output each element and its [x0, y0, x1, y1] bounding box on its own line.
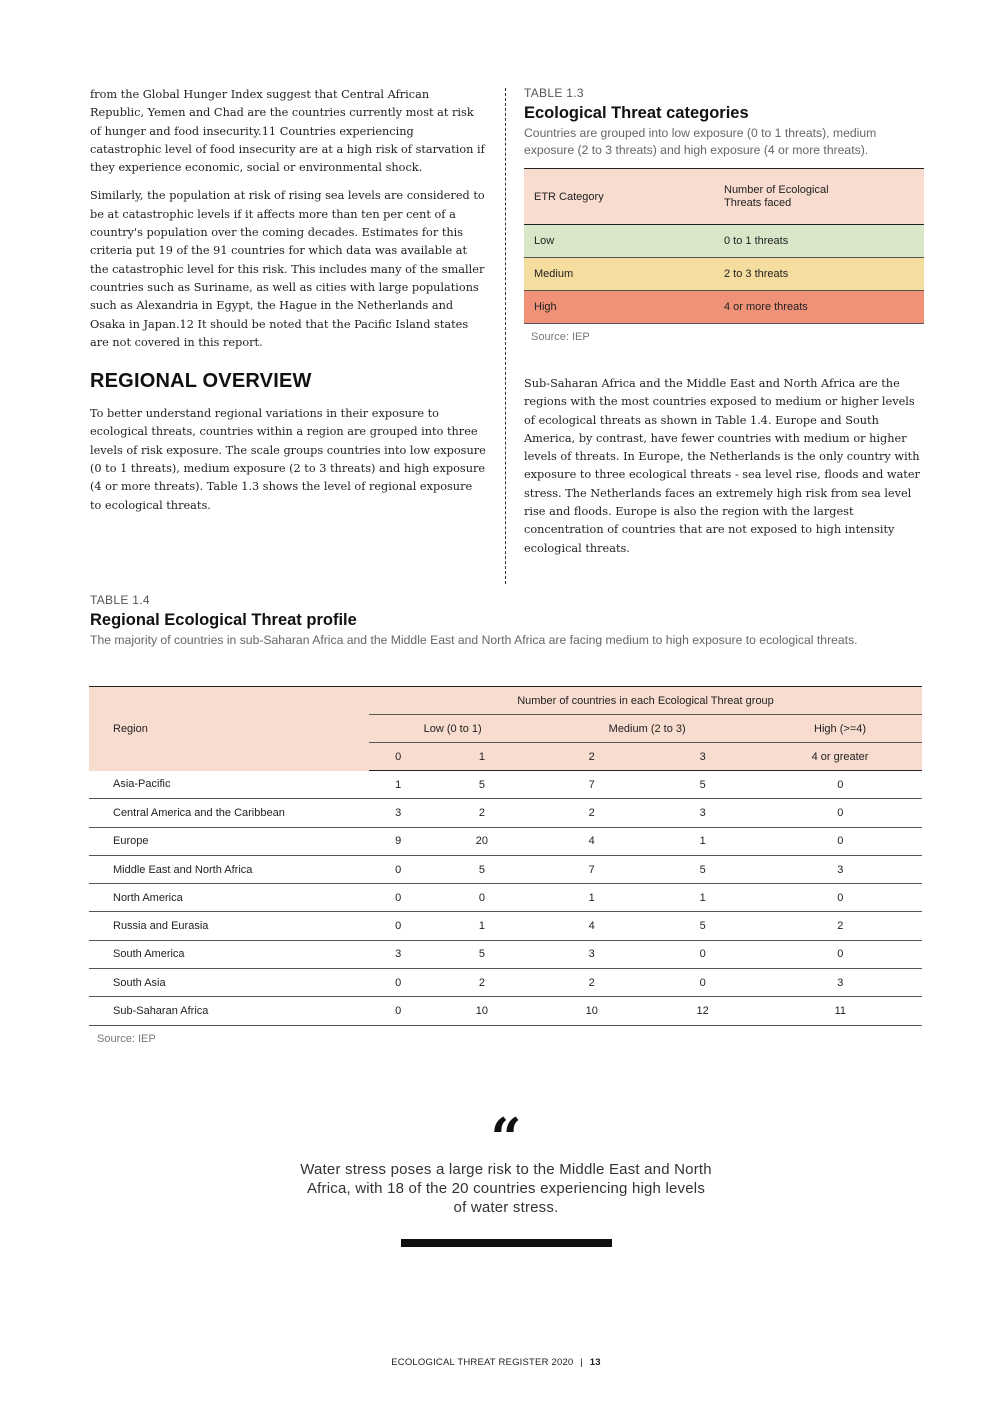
value-cell: 3	[647, 799, 758, 827]
right-column	[524, 86, 924, 558]
value-cell: 20	[427, 827, 536, 855]
column-header: 1	[427, 743, 536, 771]
region-cell: North America	[89, 884, 369, 912]
table-row	[524, 291, 924, 324]
table-row	[89, 771, 922, 799]
etr-category-table	[524, 168, 924, 324]
value-cell: 5	[427, 771, 536, 799]
quote-text: Water stress poses a large risk to the Middle East and North Africa, with 18 of the 20 countries experiencing high levels of water stress.	[300, 1161, 712, 1216]
value-cell: 0	[369, 884, 427, 912]
value-cell: 7	[536, 771, 647, 799]
value-cell: 1	[647, 884, 758, 912]
body-paragraph: Similarly, the population at risk of rising sea levels are considered to be at catastrophic levels if it affects more than ten per cent of a country's population over the coming decades. Estimates for this criteria put 19 of the 91 countries for which data was available at the catastrophic level for this risk. This includes many of the smaller countries such as Suriname, as well as cities with large populations such as Alexandria in Egypt, the Hague in the Netherlands and Osaka in Japan.12 It should be noted that the Pacific Island states are not covered in this report.	[90, 189, 485, 349]
value-cell: 0	[369, 997, 427, 1025]
table-row	[89, 912, 922, 940]
column-header: 0	[369, 743, 427, 771]
value-cell: 3	[369, 799, 427, 827]
header-cell: Number of Ecological Threats faced	[714, 169, 924, 225]
value-cell: 3	[536, 940, 647, 968]
region-cell: Asia-Pacific	[89, 771, 369, 799]
table-row	[89, 827, 922, 855]
page-number: 13	[589, 1357, 601, 1368]
table-cell: 4 or more threats	[714, 291, 924, 324]
column-header: 3	[647, 743, 758, 771]
value-cell: 0	[369, 912, 427, 940]
section-heading: REGIONAL OVERVIEW	[90, 370, 312, 393]
value-cell: 0	[647, 969, 758, 997]
value-cell: 1	[647, 827, 758, 855]
quote-mark-icon: “	[490, 1106, 522, 1170]
value-cell: 11	[758, 997, 922, 1025]
column-header: 2	[536, 743, 647, 771]
value-cell: 12	[647, 997, 758, 1025]
value-cell: 0	[369, 855, 427, 883]
region-cell: Europe	[89, 827, 369, 855]
table-cell: Low	[524, 225, 714, 258]
region-cell: Sub-Saharan Africa	[89, 997, 369, 1025]
table-row	[89, 884, 922, 912]
value-cell: 2	[536, 969, 647, 997]
table-cell: High	[524, 291, 714, 324]
value-cell: 1	[369, 771, 427, 799]
value-cell: 0	[758, 799, 922, 827]
region-cell: Russia and Eurasia	[89, 912, 369, 940]
value-cell: 5	[647, 855, 758, 883]
value-cell: 0	[758, 827, 922, 855]
value-cell: 10	[427, 997, 536, 1025]
value-cell: 2	[536, 799, 647, 827]
table-source: Source: IEP	[97, 1033, 156, 1045]
page-footer	[0, 1357, 992, 1368]
footer-title: ECOLOGICAL THREAT REGISTER 2020	[391, 1357, 574, 1368]
value-cell: 4	[536, 827, 647, 855]
value-cell: 0	[758, 884, 922, 912]
value-cell: 3	[758, 855, 922, 883]
table-source: Source: IEP	[531, 331, 590, 343]
region-cell: Central America and the Caribbean	[89, 799, 369, 827]
region-cell: South America	[89, 940, 369, 968]
value-cell: 5	[427, 855, 536, 883]
value-cell: 3	[369, 940, 427, 968]
column-divider	[505, 88, 506, 584]
table-row	[89, 940, 922, 968]
value-cell: 5	[427, 940, 536, 968]
value-cell: 0	[758, 771, 922, 799]
table-cell: 2 to 3 threats	[714, 258, 924, 291]
value-cell: 4	[536, 912, 647, 940]
region-header: Region	[89, 687, 369, 771]
group-low-header: Low (0 to 1)	[369, 715, 536, 743]
table-title: Regional Ecological Threat profile	[90, 611, 357, 629]
value-cell: 10	[536, 997, 647, 1025]
table-title: Ecological Threat categories	[524, 104, 749, 122]
regional-threat-table	[89, 686, 922, 1026]
value-cell: 9	[369, 827, 427, 855]
value-cell: 1	[427, 912, 536, 940]
table-subtitle: Countries are grouped into low exposure (0 to 1 threats), medium exposure (2 to 3 threats) and high exposure (4 or more threats).	[524, 126, 877, 157]
value-cell: 3	[758, 969, 922, 997]
pull-quote	[300, 1106, 712, 1247]
footer-separator: |	[580, 1357, 583, 1368]
table-row	[89, 855, 922, 883]
table-label: TABLE 1.3	[524, 86, 584, 100]
body-paragraph: from the Global Hunger Index suggest that Central African Republic, Yemen and Chad are the countries currently most at risk of hunger and food insecurity.11 Countries experiencing catastrophic level of food insecurity are at a high risk of starvation if they experience economic, social or environmental shock.	[90, 88, 485, 175]
body-paragraph: To better understand regional variations in their exposure to ecological threats, countries within a region are grouped into three levels of risk exposure. The scale groups countries into low exposure (0 to 1 threats), medium exposure (2 to 3 threats) and high exposure (4 or more threats). Table 1.3 shows the level of regional exposure to ecological threats.	[90, 407, 486, 512]
table-subtitle: The majority of countries in sub-Saharan Africa and the Middle East and North Africa are facing medium to high exposure to ecological threats.	[90, 633, 858, 647]
table-row	[89, 997, 922, 1025]
table-cell: Medium	[524, 258, 714, 291]
value-cell: 0	[758, 940, 922, 968]
left-column	[90, 86, 486, 525]
table-row	[89, 969, 922, 997]
region-cell: South Asia	[89, 969, 369, 997]
value-cell: 2	[427, 799, 536, 827]
table-label: TABLE 1.4	[90, 593, 150, 607]
body-paragraph: Sub-Saharan Africa and the Middle East and North Africa are the regions with the most countries exposed to medium or higher levels of ecological threats as shown in Table 1.4. Europe and South America, by contrast, have fewer countries with medium or higher levels of threats. In Europe, the Netherlands is the only country with exposure to three ecological threats - sea level rise, floods and water stress. The Netherlands faces an extremely high risk from sea level rise and floods. Europe is also the region with the largest concentration of countries that are not exposed to high intensity ecological threats.	[524, 377, 920, 555]
table-cell: 0 to 1 threats	[714, 225, 924, 258]
column-header: 4 or greater	[758, 743, 922, 771]
group-high-header: High (>=4)	[758, 715, 922, 743]
table-row	[524, 258, 924, 291]
value-cell: 7	[536, 855, 647, 883]
table-row	[89, 799, 922, 827]
value-cell: 0	[647, 940, 758, 968]
header-cell: ETR Category	[524, 169, 714, 225]
value-cell: 5	[647, 771, 758, 799]
group-header: Number of countries in each Ecological Threat group	[369, 687, 922, 715]
table-row	[524, 225, 924, 258]
value-cell: 5	[647, 912, 758, 940]
value-cell: 1	[536, 884, 647, 912]
quote-underline-bar	[401, 1239, 612, 1247]
value-cell: 2	[758, 912, 922, 940]
value-cell: 0	[427, 884, 536, 912]
group-medium-header: Medium (2 to 3)	[536, 715, 758, 743]
table14-header	[90, 593, 930, 649]
value-cell: 2	[427, 969, 536, 997]
region-cell: Middle East and North Africa	[89, 855, 369, 883]
value-cell: 0	[369, 969, 427, 997]
